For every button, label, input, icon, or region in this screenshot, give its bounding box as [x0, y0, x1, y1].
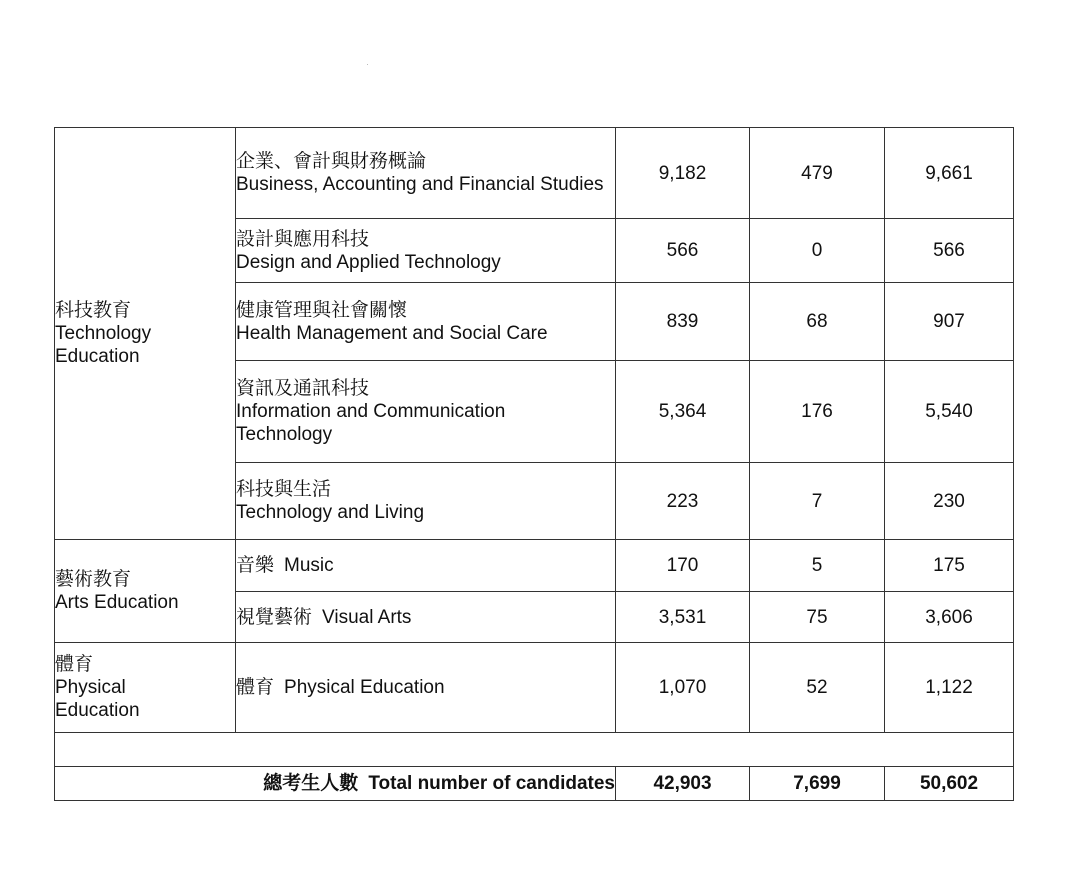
value-cell: 907 [885, 283, 1014, 361]
subject-cell [236, 128, 616, 219]
category-en-line2: Education [55, 700, 140, 721]
total-value-cell: 42,903 [616, 767, 750, 801]
value-cell: 5 [750, 540, 885, 592]
value-cell: 75 [750, 592, 885, 643]
subject-zh: 設計與應用科技 [236, 228, 370, 250]
value-cell: 1,122 [885, 643, 1014, 733]
subject-zh: 企業、會計與財務概論 [236, 151, 427, 172]
subject-cell [236, 361, 616, 463]
subject-en: Physical Education [284, 677, 445, 698]
value-cell: 68 [750, 283, 885, 361]
value-cell: 230 [885, 463, 1014, 540]
subject-cell [236, 219, 616, 283]
value-cell: 3,531 [616, 592, 750, 643]
value-cell: 9,182 [616, 128, 750, 219]
subject-en: Music [284, 555, 334, 576]
subject-cell [236, 463, 616, 540]
total-value-cell: 50,602 [885, 767, 1014, 801]
category-zh: 科技教育 [55, 300, 132, 321]
value-cell: 176 [750, 361, 885, 463]
total-row [55, 767, 1014, 801]
subject-en: Technology and Living [236, 502, 425, 523]
subject-zh: 體育 [236, 677, 275, 698]
subject-en: Health Management and Social Care [236, 322, 548, 344]
value-cell: 3,606 [885, 592, 1014, 643]
value-cell: 175 [885, 540, 1014, 592]
value-cell: 7 [750, 463, 885, 540]
value-cell: 5,364 [616, 361, 750, 463]
subject-zh: 科技與生活 [236, 479, 332, 500]
category-en-line1: Physical [55, 677, 126, 698]
value-cell: 52 [750, 643, 885, 733]
subject-en: Design and Applied Technology [236, 251, 501, 273]
category-en-line1: Arts Education [55, 592, 179, 613]
category-zh: 體育 [55, 654, 94, 675]
subject-en: Business, Accounting and Financial Studies [236, 174, 604, 195]
total-value-cell: 7,699 [750, 767, 885, 801]
table-row [55, 128, 1014, 219]
subject-en: Information and Communication Technology [236, 401, 506, 445]
total-label-en: Total number of candidates [368, 773, 615, 794]
category-technology-education [55, 128, 236, 540]
value-cell: 5,540 [885, 361, 1014, 463]
blank-row [55, 733, 1014, 767]
total-label-cell [55, 767, 616, 801]
value-cell: 9,661 [885, 128, 1014, 219]
value-cell: 0 [750, 219, 885, 283]
category-arts-education [55, 540, 236, 643]
candidates-table [54, 127, 1014, 801]
value-cell: 479 [750, 128, 885, 219]
subject-zh: 音樂 [236, 555, 275, 576]
subject-cell [236, 643, 616, 733]
subject-en: Visual Arts [322, 606, 412, 628]
blank-cell [55, 733, 1014, 767]
value-cell: 223 [616, 463, 750, 540]
subject-zh: 視覺藝術 [236, 606, 313, 628]
table-row [55, 540, 1014, 592]
category-physical-education [55, 643, 236, 733]
table-row [55, 643, 1014, 733]
subject-zh: 健康管理與社會關懷 [236, 299, 408, 321]
value-cell: 566 [885, 219, 1014, 283]
value-cell: 170 [616, 540, 750, 592]
subject-cell [236, 283, 616, 361]
subject-cell [236, 592, 616, 643]
page-mark [367, 64, 368, 65]
subject-zh: 資訊及通訊科技 [236, 378, 370, 399]
value-cell: 1,070 [616, 643, 750, 733]
category-en-line1: Technology [55, 323, 152, 344]
category-zh: 藝術教育 [55, 569, 132, 590]
category-en-line2: Education [55, 346, 140, 367]
total-label-zh: 總考生人數 [263, 773, 359, 794]
value-cell: 839 [616, 283, 750, 361]
value-cell: 566 [616, 219, 750, 283]
subject-cell [236, 540, 616, 592]
